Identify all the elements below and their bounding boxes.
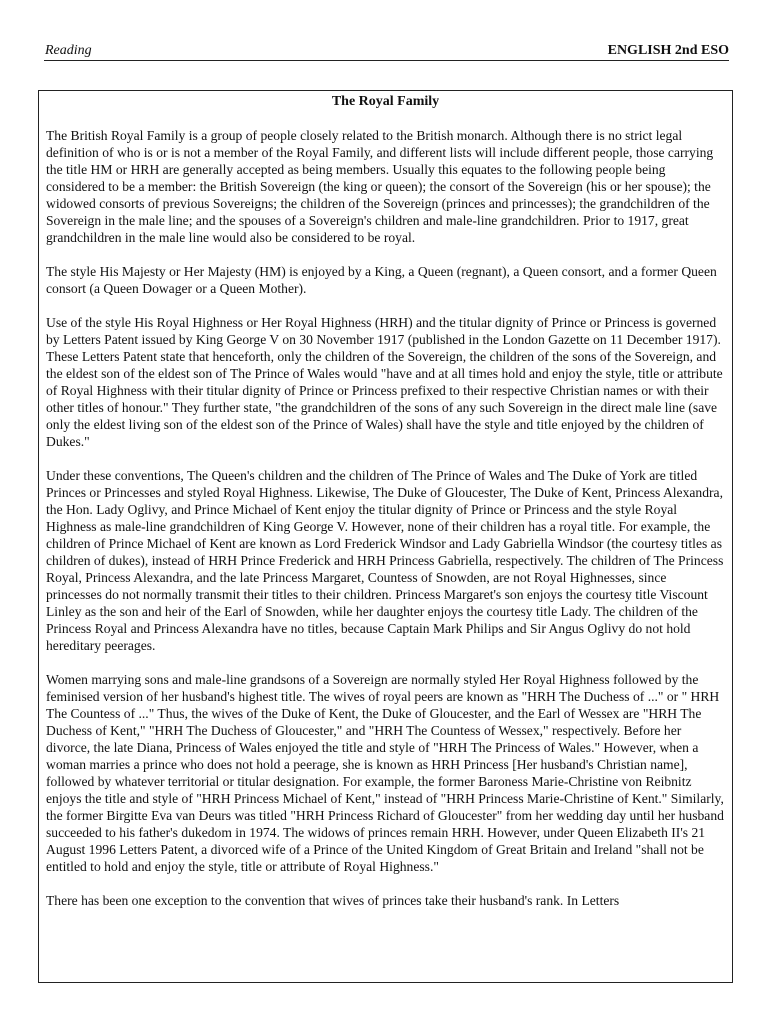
paragraph-4: Under these conventions, The Queen's children and the children of The Prince of Wales and The Duke of York are titled Princes or Princesses and styled Royal Highness. Likewise, The Duke of Gloucester, The Duke of Kent, Princess Alexandra, the Hon. Lady Oglivy, and Prince Michael of Kent enjoy the titular dignity of Prince or Princess and the style Royal Highness as male-line grandchildren of King George V. However, none of their children has a royal title. For example, the children of Prince Michael of Kent are known as Lord Frederick Windsor and Lady Gabriella Windsor (the courtesy titles as children of dukes), instead of HRH Prince Frederick and HRH Princess Gabriella, respectively. The children of The Princess Royal, Princess Alexandra, and the late Princess Margaret, Countess of Snowden, are not Royal Highnesses, since princesses do not normally transmit their titles to their children. Princess Margaret's son enjoys the courtesy title Viscount Linley as the son and heir of the Earl of Snowden, while her daughter enjoys the courtesy title Lady. The children of the Princess Royal and Princess Alexandra have no titles, because Captain Mark Philips and Sir Angus Oglivy do not hold hereditary peerages. xyxy=(46,468,724,653)
course-label: ENGLISH 2nd ESO xyxy=(607,43,729,58)
paragraph-1: The British Royal Family is a group of people closely related to the British monarch. Although there is no strict legal definition of who is or is not a member of the Royal Family, and different lists will include different people, those carrying the title HM or HRH are generally accepted as being members. Usually this equates to the following people being considered to be a member: the British Sovereign (the king or queen); the consort of the Sovereign (his or her spouse); the widowed consorts of previous Sovereigns; the children of the Sovereign (princes and princesses); the grandchildren of the Sovereign in the male line; and the spouses of a Sovereign's children and male-line grandchildren. Prior to 1917, great grandchildren in the male line would also be considered to be royal. xyxy=(46,128,714,245)
paragraph-5: Women marrying sons and male-line grandsons of a Sovereign are normally styled Her Royal Highness followed by the feminised version of her husband's highest title. The wives of royal peers are known as "HRH The Duchess of ..." or " HRH The Countess of ..." Thus, the wives of the Duke of Kent, the Duke of Gloucester, and the Earl of Wessex are "HRH The Duchess of Kent," "HRH The Duchess of Gloucester," and "HRH The Countess of Wessex," respectively. Before her divorce, the late Diana, Princess of Wales enjoyed the title and style of "HRH The Princess of Wales." However, when a woman marries a prince who does not hold a peerage, she is known as HRH Princess [Her husband's Christian name], followed by whatever territorial or titular designation. For example, the former Baroness Marie-Christine von Reibnitz enjoys the title and style of "HRH Princess Michael of Kent," instead of "HRH Princess Marie-Christine of Kent." Similarly, the former Birgitte Eva van Deurs was titled "HRH Princess Richard of Gloucester" from her wedding day until her husband succeeded to his father's dukedom in 1974. The widows of princes remain HRH. However, under Queen Elizabeth II's 21 August 1996 Letters Patent, a divorced wife of a Prince of the United Kingdom of Great Britain and Ireland "shall not be entitled to hold and enjoy the style, title or attribute of Royal Highness." xyxy=(46,672,724,874)
section-label: Reading xyxy=(45,43,92,58)
paragraph-6: There has been one exception to the convention that wives of princes take their husband's rank. In Letters xyxy=(46,893,620,908)
article-box xyxy=(38,90,733,983)
article-title: The Royal Family xyxy=(331,94,440,109)
paragraph-2: The style His Majesty or Her Majesty (HM) is enjoyed by a King, a Queen (regnant), a Queen consort, and a former Queen consort (a Queen Dowager or a Queen Mother). xyxy=(46,264,717,296)
paragraph-3: Use of the style His Royal Highness or Her Royal Highness (HRH) and the titular dignity of Prince or Princess is governed by Letters Patent issued by King George V on 30 November 1917 (published in the London Gazette on 11 December 1917). These Letters Patent state that henceforth, only the children of the Sovereign, the children of the sons of the Sovereign, and the eldest son of the eldest son of The Prince of Wales would "have and at all times hold and enjoy the style, title or attribute of Royal Highness with their titular dignity of Prince or Princess prefixed to their respective Christian names or with their other titles of honour." They further state, "the grandchildren of the sons of any such Sovereign in the direct male line (save only the eldest living son of the eldest son of the Prince of Wales) shall have the style and title enjoyed by the children of Dukes." xyxy=(46,315,723,449)
page-header xyxy=(44,42,729,61)
